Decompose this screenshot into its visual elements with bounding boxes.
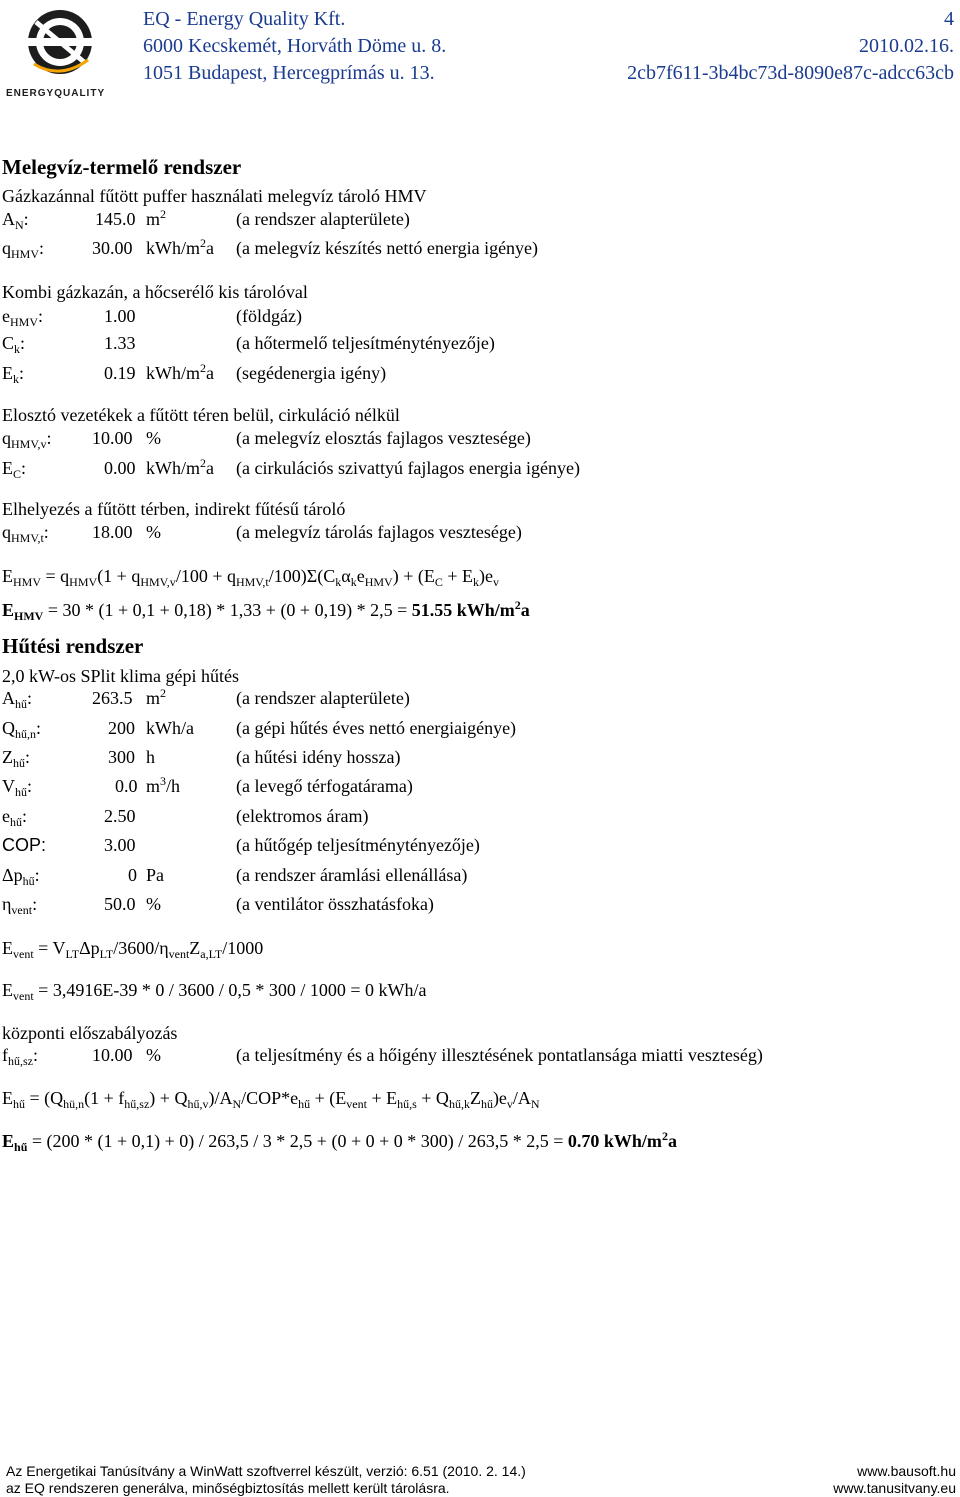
event-formula: $E_{vent} = V_{LT}\Delta p_{LT}/3600/\eta_{vent}Z_{a,LT}/1000$	[2, 938, 264, 961]
cool-eta-value: 50.0	[104, 894, 136, 914]
logo-text: ENERGYQUALITY	[6, 88, 106, 99]
cool-q-label: $Q_{hű,n}$:	[2, 718, 42, 741]
cool-e-label: $e_{hű}$:	[2, 806, 28, 829]
cool-z-label: $Z_{hű}$:	[2, 747, 31, 770]
hmv-ec-desc: (a cirkulációs szivattyú fajlagos energia igénye)	[236, 458, 581, 478]
cool-dp-desc: (a rendszer áramlási ellenállása)	[236, 865, 468, 885]
hmv-q-label: $q_{HMV}$:	[2, 238, 45, 261]
cool-f-label: $f_{hű,sz}$:	[2, 1045, 39, 1068]
document-id: 2cb7f611-3b4bc73d-8090e87c-adcc63cb	[627, 62, 954, 84]
hmv-qt-unit: %	[146, 522, 161, 542]
cool-z-desc: (a hűtési idény hossza)	[236, 747, 401, 767]
hmv-qv-desc: (a melegvíz elosztás fajlagos vesztesége)	[236, 428, 531, 448]
cool-eta-label: $\eta_{vent}$:	[2, 894, 38, 917]
cool-eta-desc: (a ventilátor összhatásfoka)	[236, 894, 434, 914]
cool-dp-label: $\Delta p_{hű}$:	[2, 865, 40, 888]
cool-v-label: $V_{hű}$:	[2, 776, 33, 799]
cool-a-value: 263.5	[92, 688, 133, 708]
cool-a-label: $A_{hű}$:	[2, 688, 33, 711]
cool-f-value: 10.00	[92, 1045, 133, 1065]
cool-v-desc: (a levegő térfogatárama)	[236, 776, 413, 796]
hmv-ek-desc: (segédenergia igény)	[236, 363, 387, 383]
hmv-ck-desc: (a hőtermelő teljesítménytényezője)	[236, 333, 495, 353]
cooling-formula: $E_{hű} = (Q_{hü,n}(1 + f_{hű,sz}) + Q_{hű,v})/A_N/COP*e_{hű} + (E_{vent} + E_{hű,s} + Q_{hű,k}Z_{hű})e_v/A_N$	[2, 1088, 540, 1111]
hmv-qv-label: $q_{HMV,v}$:	[2, 428, 52, 451]
cool-a-unit: $m^2$	[146, 686, 167, 708]
hmv-distribution-title: Elosztó vezetékek a fűtött téren belül, cirkuláció nélkül	[2, 405, 400, 425]
hmv-ek-value: 0.19	[104, 363, 136, 383]
cool-dp-unit: Pa	[146, 865, 164, 885]
document-date: 2010.02.16.	[859, 35, 954, 57]
hmv-result: $E_{HMV} = 30 * (1 + 0,1 + 0,18) * 1,33 + (0 + 0,19) * 2,5 = 51.55$ kWh/$m^2a$	[2, 598, 530, 623]
cool-e-desc: (elektromos áram)	[236, 806, 369, 826]
cool-z-unit: h	[146, 747, 155, 767]
cool-q-desc: (a gépi hűtés éves nettó energiaigénye)	[236, 718, 517, 738]
company-address-2: 1051 Budapest, Hercegprímás u. 13.	[143, 62, 435, 84]
cool-q-value: 200	[108, 718, 135, 738]
hmv-qt-desc: (a melegvíz tárolás fajlagos vesztesége)	[236, 522, 522, 542]
hmv-q-unit: kWh/$m^2a$	[146, 236, 214, 258]
footer-site-1[interactable]: www.bausoft.hu	[857, 1463, 956, 1479]
cool-a-desc: (a rendszer alapterülete)	[236, 688, 410, 708]
hmv-subtitle: Gázkazánnal fűtött puffer használati melegvíz tároló HMV	[2, 186, 427, 206]
logo	[4, 2, 116, 102]
hmv-ek-unit: kWh/$m^2a$	[146, 361, 214, 383]
hmv-an-desc: (a rendszer alapterülete)	[236, 209, 410, 229]
cool-v-value: 0.0	[115, 776, 138, 796]
company-name: EQ - Energy Quality Kft.	[143, 8, 346, 30]
hmv-ck-value: 1.33	[104, 333, 136, 353]
cooling-title: Hűtési rendszer	[2, 634, 144, 658]
hmv-title: Melegvíz-termelő rendszer	[2, 155, 242, 179]
company-address-1: 6000 Kecskemét, Horváth Döme u. 8.	[143, 35, 447, 57]
hmv-an-unit: $m^2$	[146, 207, 167, 229]
event-calculation: $E_{vent} = 3,4916E-39 * 0 / 3600 / 0,5 * 300 / 1000 = 0$ kWh/a	[2, 980, 427, 1003]
hmv-q-desc: (a melegvíz készítés nettó energia igénye)	[236, 238, 539, 258]
cool-v-unit: $m^3/h$	[146, 774, 181, 796]
hmv-ck-label: $C_k$:	[2, 333, 26, 356]
hmv-qt-label: $q_{HMV,t}$:	[2, 522, 49, 545]
hmv-ec-label: $E_C$:	[2, 458, 27, 481]
hmv-storage-title: Elhelyezés a fűtött térben, indirekt fűtésű tároló	[2, 499, 346, 519]
energy-quality-logo-icon	[4, 2, 116, 90]
hmv-an-label: $A_N$:	[2, 209, 29, 232]
hmv-qt-value: 18.00	[92, 522, 133, 542]
hmv-ek-label: $E_k$:	[2, 363, 25, 386]
cool-eta-unit: %	[146, 894, 161, 914]
hmv-generator-title: Kombi gázkazán, a hőcserélő kis tárolóval	[2, 282, 308, 302]
hmv-formula: $E_{HMV} = q_{HMV}(1 + q_{HMV,v}/100 + q_{HMV,t}/100)\Sigma(C_k\alpha_ke_{HMV}) + (E_C + E_k)e_v$	[2, 566, 499, 589]
cool-cop-label: COP:	[2, 835, 47, 855]
footer-line-1: Az Energetikai Tanúsítvány a WinWatt szoftverrel készült, verzió: 6.51 (2010. 2. 14.)	[6, 1463, 526, 1479]
cool-e-value: 2.50	[104, 806, 136, 826]
hmv-qv-unit: %	[146, 428, 161, 448]
hmv-e-value: 1.00	[104, 306, 136, 326]
cooling-subtitle: 2,0 kW-os SPlit klima gépi hűtés	[2, 666, 239, 686]
footer-line-2: az EQ rendszeren generálva, minőségbiztosítás mellett került tárolásra.	[6, 1480, 450, 1496]
cool-q-unit: kWh/a	[146, 718, 194, 738]
cool-z-value: 300	[108, 747, 135, 767]
hmv-q-value: 30.00	[92, 238, 133, 258]
hmv-ec-value: 0.00	[104, 458, 136, 478]
cool-regulation-title: központi előszabályozás	[2, 1023, 178, 1043]
footer-site-2[interactable]: www.tanusitvany.eu	[833, 1480, 956, 1496]
cool-cop-desc: (a hűtőgép teljesítménytényezője)	[236, 835, 480, 855]
cool-cop-value: 3.00	[104, 835, 136, 855]
hmv-e-desc: (földgáz)	[236, 306, 302, 326]
hmv-an-value: 145.0	[95, 209, 136, 229]
cool-f-desc: (a teljesítmény és a hőigény illesztésének pontatlansága miatti veszteség)	[236, 1045, 763, 1065]
cool-f-unit: %	[146, 1045, 161, 1065]
hmv-e-label: $e_{HMV}$:	[2, 306, 44, 329]
hmv-qv-value: 10.00	[92, 428, 133, 448]
hmv-ec-unit: kWh/$m^2a$	[146, 456, 214, 478]
page-number: 4	[944, 8, 954, 30]
cool-dp-value: 0	[128, 865, 137, 885]
cooling-result: $E_{hű} = (200 * (1 + 0,1) + 0) / 263,5 / 3 * 2,5 + (0 + 0 + 0 * 300) / 263,5 * 2,5 = 0.70$ kWh/$m^2a$	[2, 1129, 677, 1154]
